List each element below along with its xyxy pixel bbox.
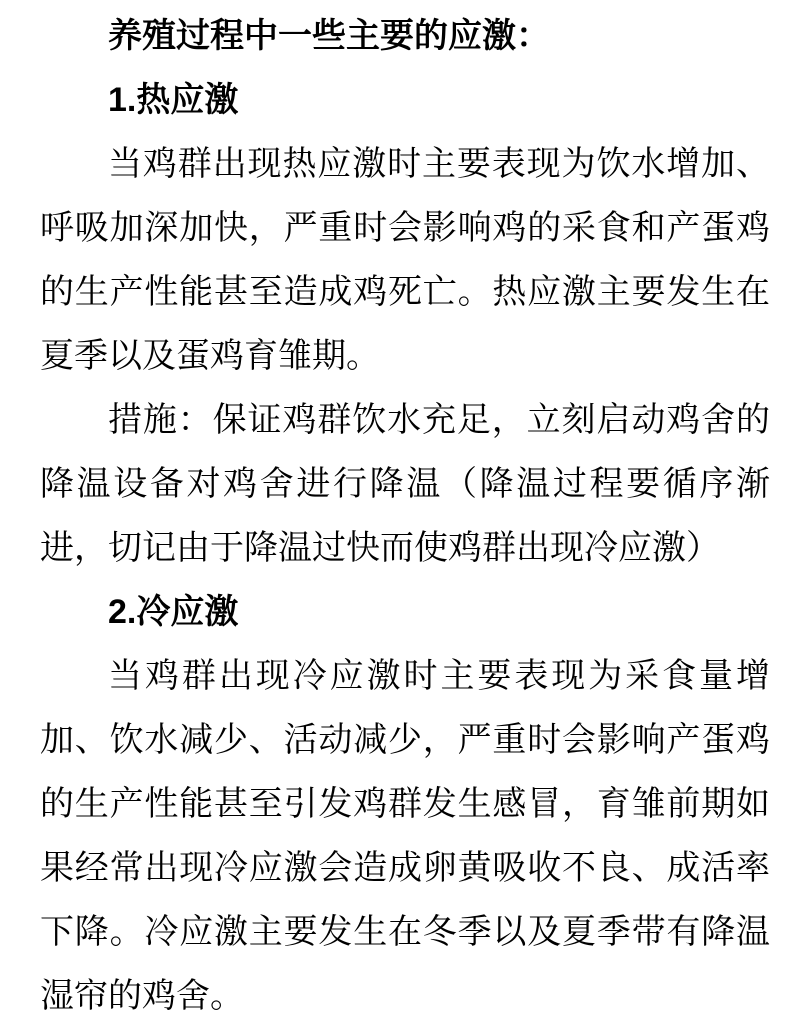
document-body	[40, 4, 770, 1028]
doc-title: 养殖过程中一些主要的应激：	[108, 17, 550, 55]
section-2-description: 当鸡群出现冷应激时主要表现为采食量增加、饮水减少、活动减少，严重时会影响产蛋鸡的生产性能甚至引发鸡群发生感冒，育雏前期如果经常出现冷应激会造成卵黄吸收不良、成活率下降。冷应激主要发生在冬季以及夏季带有降温湿帘的鸡舍。	[40, 657, 770, 1015]
section-1-heading: 1.热应激	[108, 81, 239, 119]
section-2-heading: 2.冷应激	[108, 593, 239, 631]
section-1-measures: 措施：保证鸡群饮水充足，立刻启动鸡舍的降温设备对鸡舍进行降温（降温过程要循序渐进，切记由于降温过快而使鸡群出现冷应激）	[40, 401, 770, 567]
section-1-description: 当鸡群出现热应激时主要表现为饮水增加、呼吸加深加快，严重时会影响鸡的采食和产蛋鸡的生产性能甚至造成鸡死亡。热应激主要发生在夏季以及蛋鸡育雏期。	[40, 145, 770, 375]
